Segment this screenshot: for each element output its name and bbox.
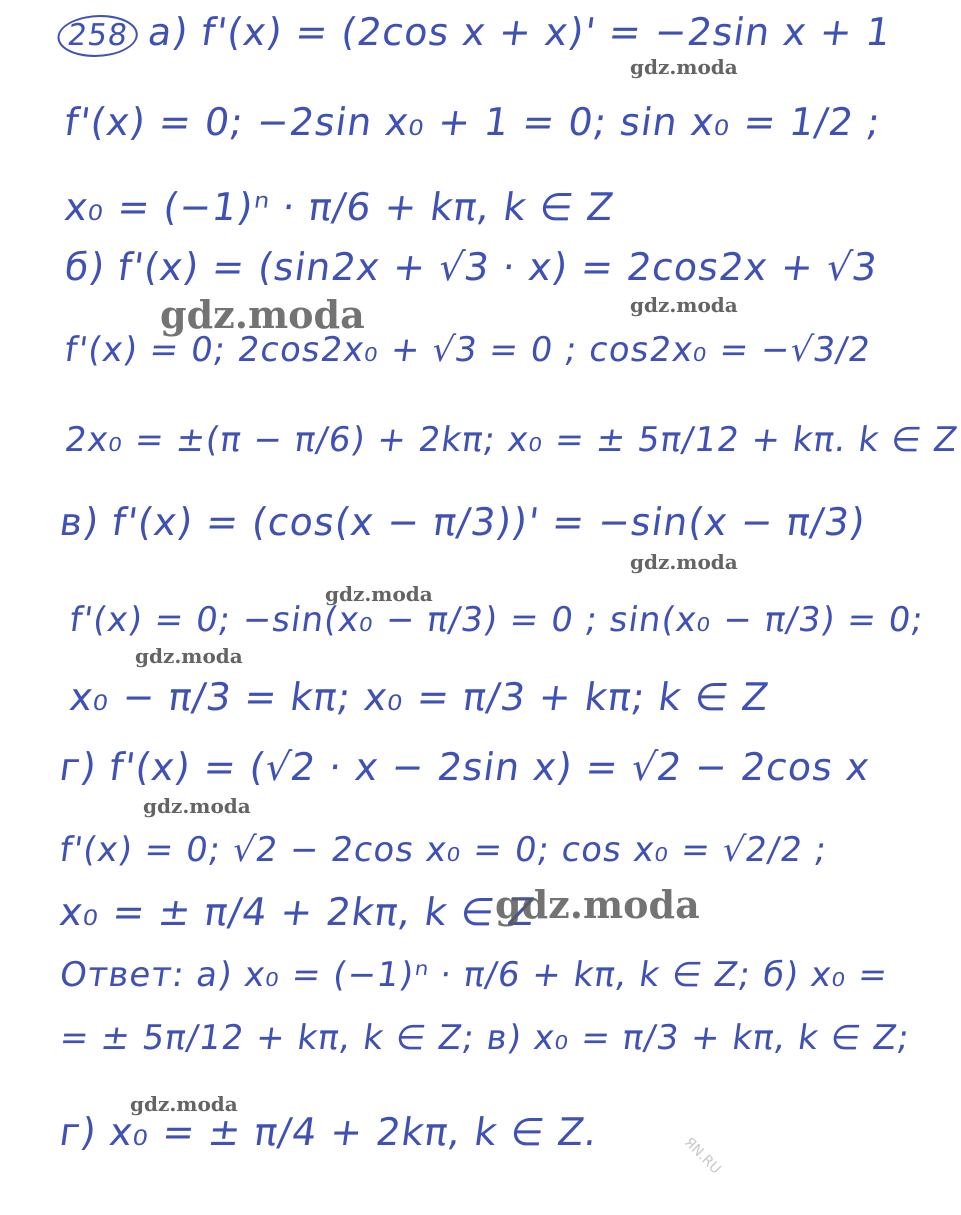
solution-line-5: f'(x) = 0; 2cos2x₀ + √3 = 0 ; cos2x₀ = −√3/2 [62,330,874,370]
watermark-small: gdz.moda [325,582,433,606]
solution-line-2: f'(x) = 0; −2sin x₀ + 1 = 0; sin x₀ = 1/2 ; [61,100,884,144]
corner-watermark: ЯN.RU [680,1134,724,1178]
solution-line-11: f'(x) = 0; √2 − 2cos x₀ = 0; cos x₀ = √2/2 ; [57,830,831,870]
solution-line-4: б) f'(x) = (sin2x + √3 · x) = 2cos2x + √3 [61,245,881,289]
solution-line-13: Ответ: а) x₀ = (−1)ⁿ · π/6 + kπ, k ∈ Z; б) x₀ = [57,955,891,995]
line-1-text: а) f'(x) = (2cos x + x)' = −2sin x + 1 [145,10,895,54]
solution-line-12: x₀ = ± π/4 + 2kπ, k ∈ Z [56,890,539,934]
solution-line-9: x₀ − π/3 = kπ; x₀ = π/3 + kπ; k ∈ Z [66,675,773,719]
watermark-small: gdz.moda [135,644,243,668]
watermark-small: gdz.moda [130,1092,238,1116]
solution-line-8: f'(x) = 0; −sin(x₀ − π/3) = 0 ; sin(x₀ − π/3) = 0; [67,600,927,640]
solution-line-10: г) f'(x) = (√2 · x − 2sin x) = √2 − 2cos x [56,745,873,789]
watermark-small: gdz.moda [630,55,738,79]
watermark-big: gdz.moda [495,882,700,927]
watermark-big: gdz.moda [160,292,365,337]
solution-line-7: в) f'(x) = (cos(x − π/3))' = −sin(x − π/3) [56,500,869,544]
solution-line-1 [55,10,894,57]
problem-number: 258 [55,15,141,57]
solution-line-3: x₀ = (−1)ⁿ · π/6 + kπ, k ∈ Z [61,185,618,229]
solution-line-6: 2x₀ = ±(π − π/6) + 2kπ; x₀ = ± 5π/12 + kπ. k ∈ Z [62,420,961,460]
watermark-small: gdz.moda [143,794,251,818]
solution-line-15: г) x₀ = ± π/4 + 2kπ, k ∈ Z. [56,1110,602,1154]
watermark-small: gdz.moda [630,550,738,574]
watermark-small: gdz.moda [630,293,738,317]
solution-line-14: = ± 5π/12 + kπ, k ∈ Z; в) x₀ = π/3 + kπ, k ∈ Z; [57,1018,913,1058]
